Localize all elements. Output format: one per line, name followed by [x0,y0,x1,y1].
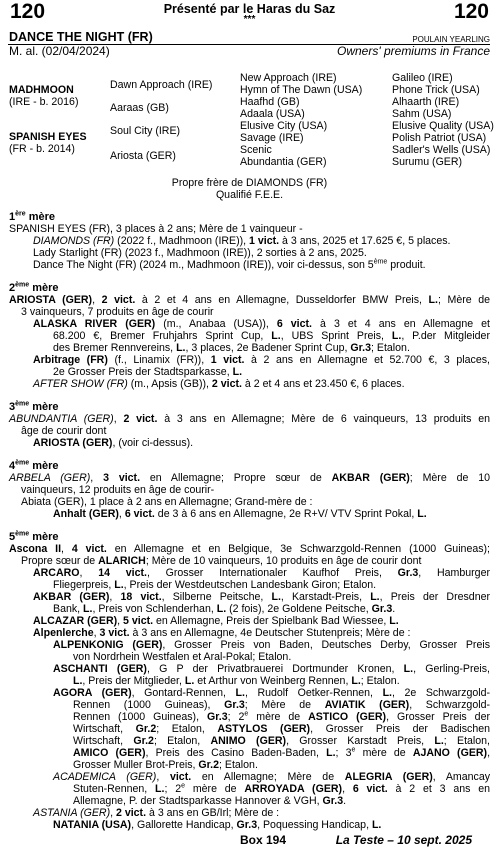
text-line: Grosser Muller Brot-Preis, Gr.2; Etalon. [73,759,258,771]
text-line: von Nordrhein Westfalen et Aral-Pokal; Etalon. [73,651,292,663]
pedigree-gen3: Scenic [240,144,272,156]
pedigree-gen2: Aaraas (GB) [110,102,169,114]
pedigree-gen4: Sadler's Wells (USA) [392,144,491,156]
owners-premiums: Owners' premiums in France [337,44,490,58]
sire-info: (IRE - b. 2016) [9,96,79,108]
text-line: 68.200 €, Bremer Fruhjahrs Sprint Cup, L., UBS Sprint Preis, L., P.der Mitgleider [53,330,490,342]
section-heading-4: 4ème mère [9,459,59,472]
dam-info: (FR - b. 2014) [9,143,75,155]
pedigree-gen3: Abundantia (GER) [240,156,327,168]
stars: *** [243,14,256,25]
section-heading-2: 2ème mère [9,281,59,294]
section-heading-5: 5ème mère [9,530,59,543]
pedigree-gen2: Soul City (IRE) [110,125,181,137]
text-line: Fliegerpreis, L., Preis der Westdeutschen Landesbank Giron; Etalon. [53,579,377,591]
text-line: ALPENKONIG (GER), Grosser Preis von Baden, Deutsches Derby, Grosser Preis [53,639,490,651]
text-line: ABUNDANTIA (GER), 2 vict. à 3 ans en Allemagne; Mère de 6 vainqueurs, 13 produits en [9,413,491,425]
text-line: DIAMONDS (FR) (2022 f., Madhmoon (IRE)), 1 vict. à 3 ans, 2025 et 17.625 €, 5 places. [33,235,451,247]
text-line: 2e Grosser Preis der Stadtsparkasse, L. [53,366,243,378]
text-line: Anhalt (GER), 6 vict. de 3 à 6 ans en Allemagne, 2e R+V/ VTV Sprint Pokal, L. [53,508,427,520]
text-line: ARIOSTA (GER), (voir ci-dessus). [33,437,194,449]
pedigree-gen3: Savage (IRE) [240,132,304,144]
text-line: L., Preis der Mitglieder, L. et Arthur von Weinberg Rennen, L.; Etalon. [73,675,400,687]
text-line: Lady Starlight (FR) (2023 f., Madhmoon (IRE)), 2 sorties à 2 ans, 2025. [33,247,367,259]
pedigree-gen4: Alhaarth (IRE) [392,96,460,108]
pedigree-gen2: Dawn Approach (IRE) [110,79,213,91]
text-line: Wirtschaft, Gr.2; Etalon, ASTYLOS (GER), Grosser Preis der Badischen [73,723,491,735]
section-heading-3: 3ème mère [9,400,59,413]
text-line: Abiata (GER), 1 place à 2 ans en Allemagne; Grand-mère de : [21,496,313,508]
text-line: ASCHANTI (GER), G P der Privatbrauerei Dortmunder Kronen, L., Gerling-Preis, [53,663,490,675]
sale-type: POULAIN YEARLING [412,35,490,44]
text-line: SPANISH EYES (FR), 3 places à 2 ans; Mère de 1 vainqueur - [9,223,303,235]
sale-info: La Teste – 10 sept. 2025 [335,833,472,847]
qualified-note: Qualifié F.E.E. [215,189,284,201]
pedigree-gen3: Adaala (USA) [240,108,305,120]
text-line: Alpenlerche, 3 vict. à 3 ans en Allemagne, 4e Deutscher Stutenpreis; Mère de : [33,627,411,639]
pedigree-gen4: Galileo (IRE) [392,72,453,84]
text-line: ALCAZAR (GER), 5 vict. en Allemagne, Preis der Spielbank Bad Wiessee, L. [33,615,399,627]
pedigree-gen4: Phone Trick (USA) [392,84,480,96]
pedigree-gen4: Elusive Quality (USA) [392,120,494,132]
text-line: Ascona II, 4 vict. en Allemagne et en Belgique, 3e Schwarzgold-Rennen (1000 Guineas); [9,543,490,555]
sex-birth: M. al. (02/04/2024) [9,44,110,58]
text-line: Propre sœur de ALARICH; Mère de 10 vainqueurs, 10 produits en âge de courir dont [21,555,422,567]
text-line: âge de courir dont [21,425,107,437]
text-line: Rennen (1000 Guineas), Gr.3; Mère de AVIATIK (GER), Schwarzgold- [73,699,490,711]
text-line: ARIOSTA (GER), 2 vict. à 2 et 4 ans en Allemagne, Dusseldorfer BMW Preis, L.; Mère de [9,294,490,306]
text-line: Arbitrage (FR) (f., Linamix (FR)), 1 vict. à 2 ans en Allemagne et 52.700 €, 3 places, [33,354,490,366]
text-line: ARBELA (GER), 3 vict. en Allemagne; Propre sœur de AKBAR (GER); Mère de 10 [9,472,490,484]
text-line: Wirtschaft, Gr.2; Etalon, ANIMO (GER), Grosser Karstadt Preis, L.; Etalon, [73,735,490,747]
text-line: AKBAR (GER), 18 vict., Silberne Peitsche, L., Karstadt-Preis, L., Preis der Dresdner [33,591,491,603]
text-line: ASTANIA (GER), 2 vict. à 3 ans en GB/Irl; Mère de : [33,807,280,819]
text-line: ALASKA RIVER (GER) (m., Anabaa (USA)), 6 vict. à 3 et 4 ans en Allemagne et [33,318,490,330]
text-line: Rennen (1000 Guineas), Gr.3; 2e mère de ASTICO (GER), Grosser Preis der [73,710,490,723]
box-number: Box 194 [240,833,287,847]
pedigree-gen2: Ariosta (GER) [110,150,176,162]
pedigree-gen4: Sahm (USA) [392,108,452,120]
text-line: AMICO (GER), Preis des Casino Baden-Baden, L.; 3e mère de AJANO (GER), [73,746,491,759]
lot-number-left: 120 [10,0,46,23]
text-line: AGORA (GER), Gontard-Rennen, L., Rudolf Oetker-Rennen, L., 2e Schwarzgold- [53,687,490,699]
sire-name: MADHMOON [9,84,74,96]
lot-number-right: 120 [453,0,489,23]
full-brother-note: Propre frère de DIAMONDS (FR) [171,177,328,189]
section-heading-1: 1ère mère [9,210,55,223]
pedigree-gen4: Polish Patriot (USA) [392,132,487,144]
pedigree-gen3: Hymn of The Dawn (USA) [240,84,363,96]
text-line: NATANIA (USA), Gallorette Handicap, Gr.3, Poquessing Handicap, L. [53,819,382,831]
pedigree-gen3: New Approach (IRE) [240,72,337,84]
pedigree-gen3: Elusive City (USA) [240,120,328,132]
dam-name: SPANISH EYES [9,131,87,143]
text-line: ARCARO, 14 vict., Grosser Internationaler Kaufhof Preis, Gr.3, Hamburger [33,567,490,579]
pedigree-gen3: Haafhd (GB) [240,96,300,108]
text-line: Bank, L., Preis von Schlenderhan, L. (2 fois), 2e Goldene Peitsche, Gr.3. [53,603,396,615]
presented-by: Présenté par le Haras du Saz [163,2,336,16]
text-line: ACADEMICA (GER), vict. en Allemagne; Mère de ALEGRIA (GER), Amancay [53,771,491,783]
text-line: des Bremer Rennvereins, L., 3 places, 2e Badener Sprint Cup, Gr.3; Etalon. [53,342,410,354]
text-line: Allemagne, P. der Stadtsparkasse Hannover & VGH, Gr.3. [73,795,347,807]
text-line: AFTER SHOW (FR) (m., Apsis (GB)), 2 vict. à 2 et 4 ans et 23.450 €, 6 places. [33,378,405,390]
pedigree-gen4: Surumu (GER) [392,156,463,168]
text-line: 3 vainqueurs, 7 produits en âge de courir [21,306,214,318]
text-line: vainqueurs, 12 produits en âge de courir- [21,484,215,496]
text-line: Stuten-Rennen, L.; 2e mère de ARROYADA (GER), 6 vict. à 2 et 3 ans en [73,782,490,795]
horse-name: DANCE THE NIGHT (FR) [9,30,153,44]
text-line: Dance The Night (FR) (2024 m., Madhmoon (IRE)), voir ci-dessus, son 5ème produit. [33,258,426,271]
